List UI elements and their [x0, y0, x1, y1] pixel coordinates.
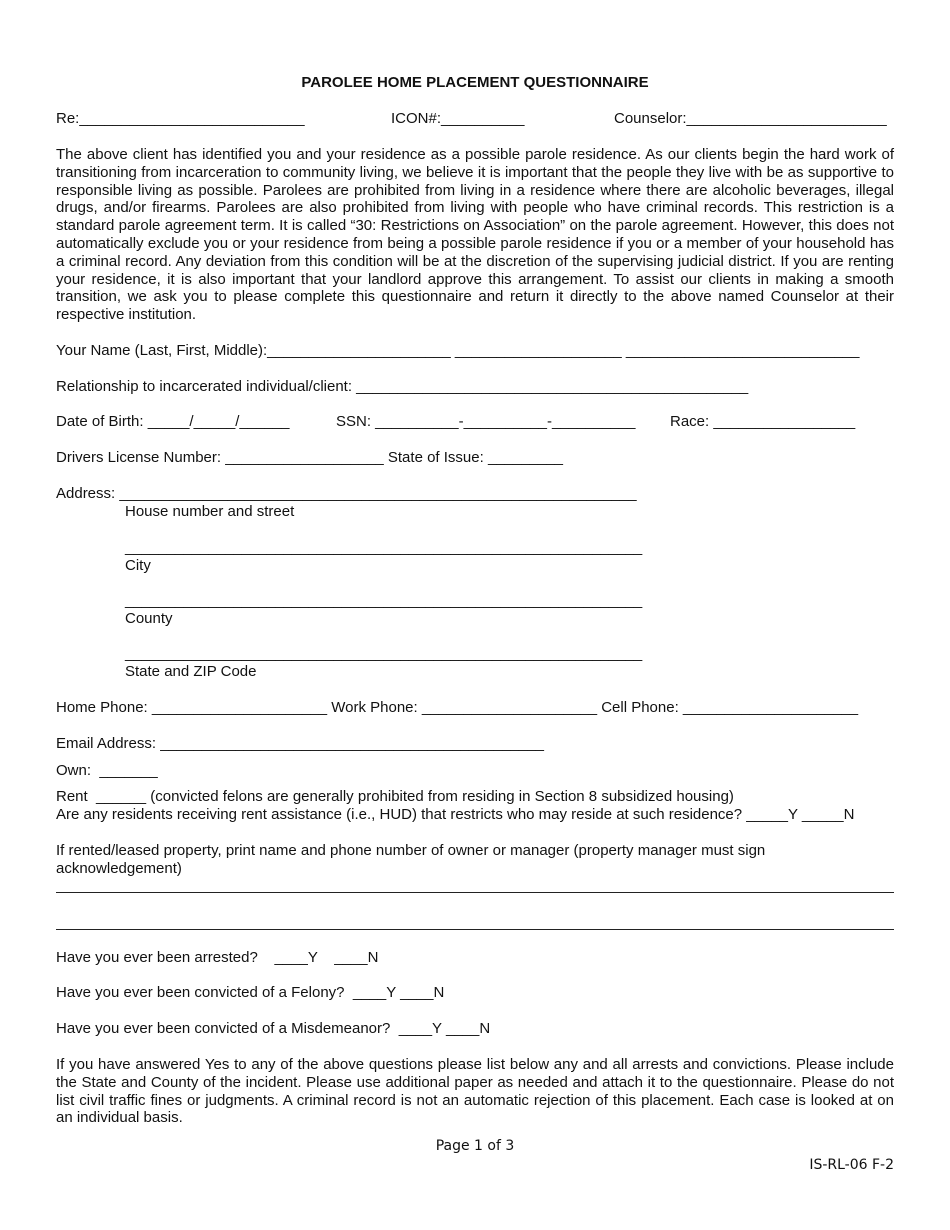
- race-field[interactable]: Race: _________________: [670, 413, 856, 430]
- address-field[interactable]: Address: ______________________________________________________________: [56, 485, 637, 502]
- page-number: Page 1 of 3: [435, 1138, 515, 1154]
- re-field[interactable]: Re:___________________________: [56, 110, 305, 127]
- name-field[interactable]: Your Name (Last, First, Middle):______________________ ____________________ ____________________________: [56, 342, 860, 359]
- closing-paragraph: If you have answered Yes to any of the above questions please list below any and all arrests and convictions. Please include the State and County of the incident. Please use additional paper as needed and attach it to the questionnaire. Please do not list civil traffic fines or judgments. A criminal record is not an automatic rejection of this placement. Each case is looked at on an individual basis.: [56, 1056, 894, 1127]
- own-field[interactable]: Own: _______: [56, 762, 158, 779]
- email-field[interactable]: Email Address: ______________________________________________: [56, 735, 544, 752]
- address-state-caption: State and ZIP Code: [125, 663, 257, 680]
- phone-fields[interactable]: Home Phone: _____________________ Work Phone: _____________________ Cell Phone: _____________________: [56, 699, 859, 716]
- felony-question[interactable]: Have you ever been convicted of a Felony? ____Y ____N: [56, 984, 445, 1001]
- intro-paragraph: The above client has identified you and your residence as a possible parole residence. As our clients begin the hard work of transitioning from incarceration to community living, we believe it is important that the people they live with be as supportive to responsible living as possible. Parolees are prohibited from living in a residence where there are alcoholic beverages, illegal drugs, and/or firearms. Parolees are also prohibited from living with people who have criminal records. This restriction is a standard parole agreement term. It is called “30: Restrictions on Association” on the parole agreement. However, this does not automatically exclude you or your residence from being a possible parole residence if you or a member of your household has a criminal record. Any deviation from this condition will be at the discretion of the supervising judicial district. If you are renting your residence, it is also important that your landlord approve this arrangement. To assist our clients in making a smooth transition, we ask you to please complete this questionnaire and return it directly to the above named Counselor at their respective institution.: [56, 146, 894, 324]
- owner-info-instruction: If rented/leased property, print name and phone number of owner or manager (property manager must sign acknowledgement): [56, 842, 766, 877]
- address-county-line[interactable]: ______________________________________________________________: [125, 592, 643, 609]
- address-state-line[interactable]: ______________________________________________________________: [125, 645, 643, 662]
- address-city-caption: City: [125, 557, 151, 574]
- address-city-line[interactable]: ______________________________________________________________: [125, 539, 643, 556]
- owner-info-line-2[interactable]: [56, 929, 894, 930]
- drivers-license-field[interactable]: Drivers License Number: ___________________ State of Issue: _________: [56, 449, 564, 466]
- form-title: PAROLEE HOME PLACEMENT QUESTIONNAIRE: [301, 74, 649, 91]
- ssn-field[interactable]: SSN: __________-__________-__________: [336, 413, 636, 430]
- form-id: IS-RL-06 F-2: [809, 1157, 894, 1173]
- address-county-caption: County: [125, 610, 173, 627]
- dob-field[interactable]: Date of Birth: _____/_____/______: [56, 413, 290, 430]
- counselor-field[interactable]: Counselor:________________________: [614, 110, 887, 127]
- relationship-field[interactable]: Relationship to incarcerated individual/client: _______________________________________________: [56, 378, 749, 395]
- rent-assistance-question[interactable]: Are any residents receiving rent assistance (i.e., HUD) that restricts who may reside at such residence? _____Y _____N: [56, 806, 855, 823]
- icon-number-field[interactable]: ICON#:__________: [391, 110, 525, 127]
- rent-field[interactable]: Rent ______ (convicted felons are generally prohibited from residing in Section 8 subsidized housing): [56, 788, 734, 805]
- owner-info-line-1[interactable]: [56, 892, 894, 893]
- arrested-question[interactable]: Have you ever been arrested? ____Y ____N: [56, 949, 379, 966]
- misdemeanor-question[interactable]: Have you ever been convicted of a Misdemeanor? ____Y ____N: [56, 1020, 491, 1037]
- address-street-caption: House number and street: [125, 503, 295, 520]
